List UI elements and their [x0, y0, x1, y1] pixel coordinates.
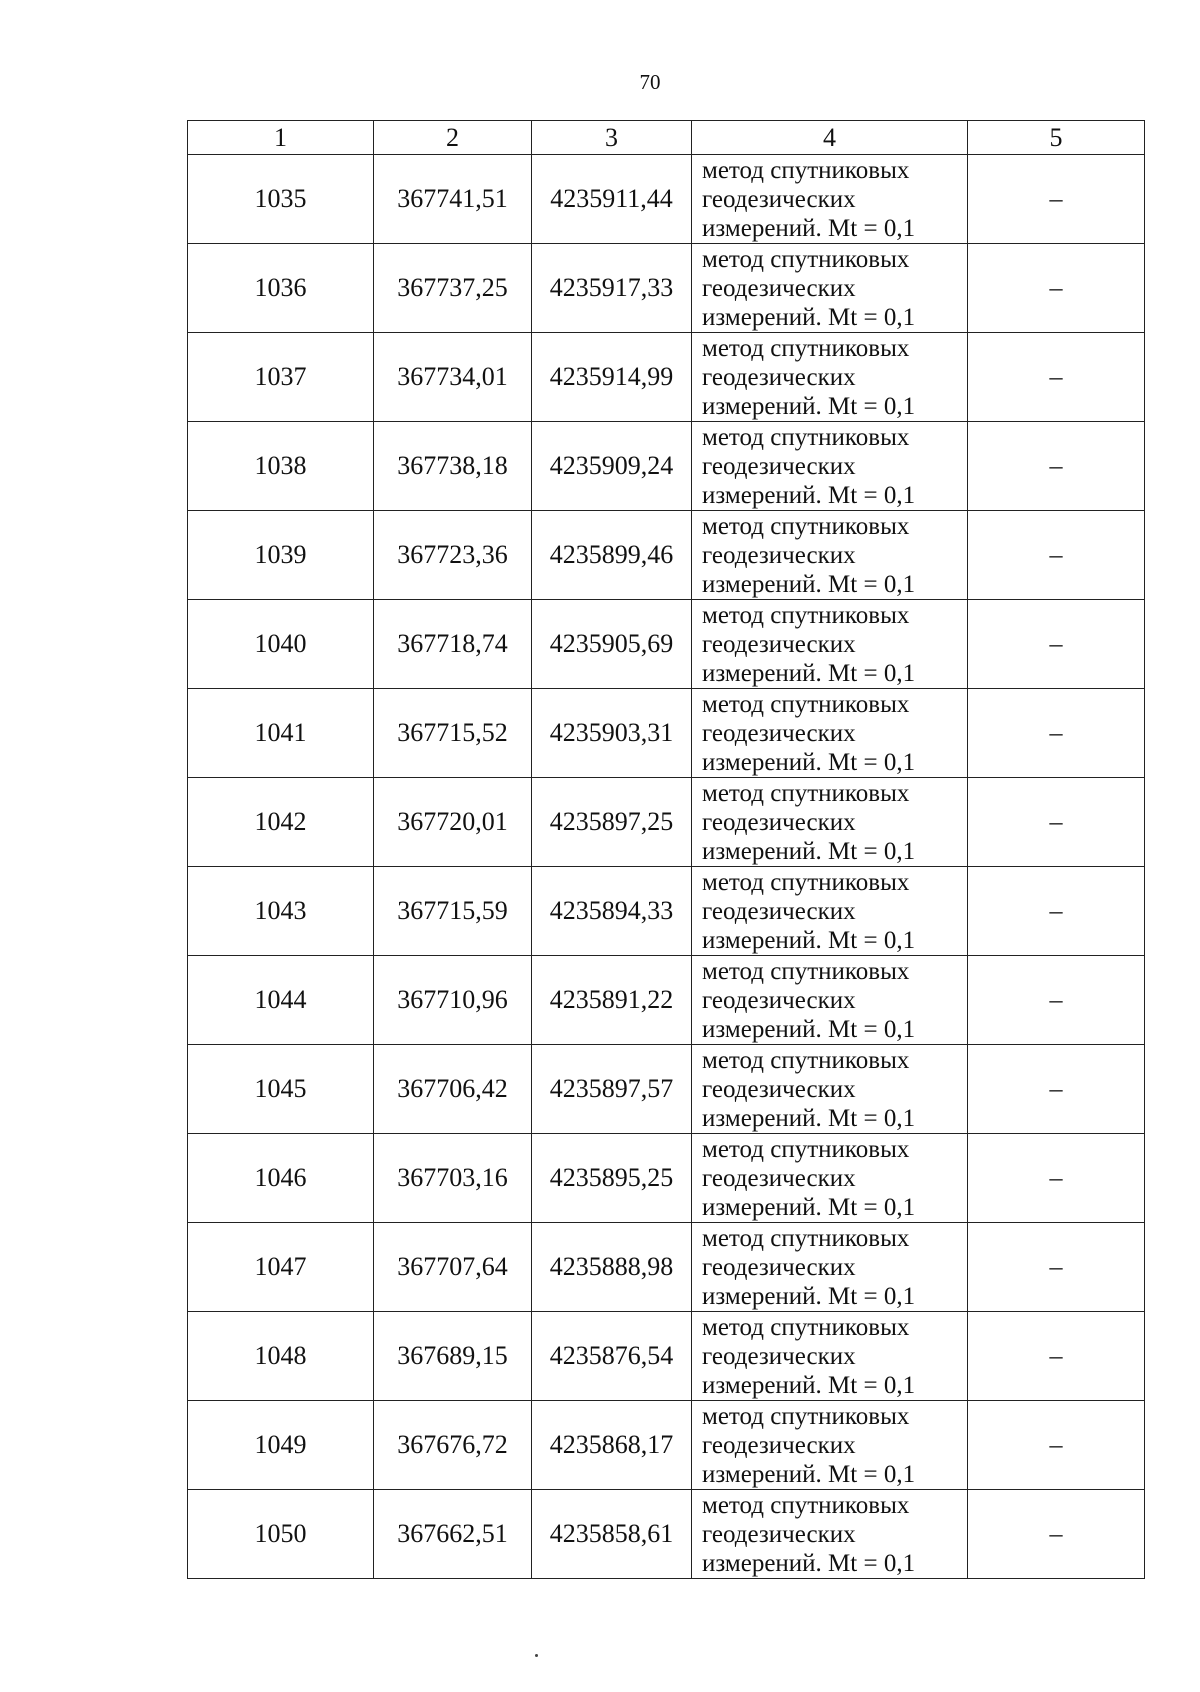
- method-line: геодезических: [702, 719, 856, 747]
- point-number-cell: 1035: [188, 155, 374, 244]
- method-line: измерений. Mt = 0,1: [702, 303, 916, 331]
- method-line: метод спутниковых: [702, 1313, 910, 1341]
- method-line: измерений. Mt = 0,1: [702, 1015, 916, 1043]
- y-coordinate-cell: 4235917,33: [532, 244, 692, 333]
- method-line: измерений. Mt = 0,1: [702, 1282, 916, 1310]
- method-line: метод спутниковых: [702, 423, 910, 451]
- method-line: измерений. Mt = 0,1: [702, 1371, 916, 1399]
- point-number-cell: 1036: [188, 244, 374, 333]
- table-row: [188, 689, 1145, 778]
- note-cell: –: [968, 1134, 1145, 1223]
- method-cell: [692, 956, 968, 1045]
- method-cell: [692, 155, 968, 244]
- table-row: [188, 155, 1145, 244]
- method-line: геодезических: [702, 541, 856, 569]
- x-coordinate-cell: 367741,51: [374, 155, 532, 244]
- table-row: [188, 956, 1145, 1045]
- y-coordinate-cell: 4235903,31: [532, 689, 692, 778]
- method-line: метод спутниковых: [702, 1135, 910, 1163]
- note-cell: –: [968, 1045, 1145, 1134]
- note-cell: –: [968, 778, 1145, 867]
- note-cell: –: [968, 511, 1145, 600]
- method-line: геодезических: [702, 1342, 856, 1370]
- method-line: измерений. Mt = 0,1: [702, 570, 916, 598]
- y-coordinate-cell: 4235909,24: [532, 422, 692, 511]
- table-row: [188, 1401, 1145, 1490]
- header-row: [188, 121, 1145, 155]
- table-row: [188, 600, 1145, 689]
- method-line: геодезических: [702, 185, 856, 213]
- point-number-cell: 1042: [188, 778, 374, 867]
- method-cell: [692, 1045, 968, 1134]
- y-coordinate-cell: 4235905,69: [532, 600, 692, 689]
- method-cell: [692, 244, 968, 333]
- method-line: геодезических: [702, 630, 856, 658]
- y-coordinate-cell: 4235897,25: [532, 778, 692, 867]
- y-coordinate-cell: 4235897,57: [532, 1045, 692, 1134]
- y-coordinate-cell: 4235895,25: [532, 1134, 692, 1223]
- point-number-cell: 1038: [188, 422, 374, 511]
- y-coordinate-cell: 4235894,33: [532, 867, 692, 956]
- table-row: [188, 1490, 1145, 1579]
- method-line: измерений. Mt = 0,1: [702, 392, 916, 420]
- y-coordinate-cell: 4235876,54: [532, 1312, 692, 1401]
- y-coordinate-cell: 4235899,46: [532, 511, 692, 600]
- method-line: измерений. Mt = 0,1: [702, 1549, 916, 1577]
- y-coordinate-cell: 4235911,44: [532, 155, 692, 244]
- y-coordinate-cell: 4235888,98: [532, 1223, 692, 1312]
- table-row: [188, 511, 1145, 600]
- point-number-cell: 1041: [188, 689, 374, 778]
- note-cell: –: [968, 600, 1145, 689]
- point-number-cell: 1039: [188, 511, 374, 600]
- method-line: геодезических: [702, 897, 856, 925]
- x-coordinate-cell: 367710,96: [374, 956, 532, 1045]
- method-line: метод спутниковых: [702, 156, 910, 184]
- x-coordinate-cell: 367715,52: [374, 689, 532, 778]
- point-number-cell: 1050: [188, 1490, 374, 1579]
- method-line: измерений. Mt = 0,1: [702, 1193, 916, 1221]
- y-coordinate-cell: 4235914,99: [532, 333, 692, 422]
- method-cell: [692, 1401, 968, 1490]
- method-line: измерений. Mt = 0,1: [702, 659, 916, 687]
- method-line: метод спутниковых: [702, 245, 910, 273]
- table-row: [188, 867, 1145, 956]
- column-header-2: 2: [374, 121, 532, 155]
- method-line: геодезических: [702, 1164, 856, 1192]
- x-coordinate-cell: 367706,42: [374, 1045, 532, 1134]
- point-number-cell: 1037: [188, 333, 374, 422]
- x-coordinate-cell: 367707,64: [374, 1223, 532, 1312]
- note-cell: –: [968, 244, 1145, 333]
- table-row: [188, 1045, 1145, 1134]
- method-cell: [692, 689, 968, 778]
- method-line: метод спутниковых: [702, 868, 910, 896]
- method-line: геодезических: [702, 1253, 856, 1281]
- column-header-3: 3: [532, 121, 692, 155]
- table-row: [188, 1134, 1145, 1223]
- method-cell: [692, 1223, 968, 1312]
- table-row: [188, 1312, 1145, 1401]
- x-coordinate-cell: 367718,74: [374, 600, 532, 689]
- point-number-cell: 1047: [188, 1223, 374, 1312]
- method-line: метод спутниковых: [702, 1402, 910, 1430]
- method-line: геодезических: [702, 1520, 856, 1548]
- point-number-cell: 1040: [188, 600, 374, 689]
- method-cell: [692, 1490, 968, 1579]
- coordinates-table: [187, 120, 1145, 1579]
- method-cell: [692, 1312, 968, 1401]
- note-cell: –: [968, 1490, 1145, 1579]
- method-line: измерений. Mt = 0,1: [702, 214, 916, 242]
- x-coordinate-cell: 367737,25: [374, 244, 532, 333]
- method-cell: [692, 422, 968, 511]
- x-coordinate-cell: 367738,18: [374, 422, 532, 511]
- note-cell: –: [968, 333, 1145, 422]
- method-line: измерений. Mt = 0,1: [702, 481, 916, 509]
- point-number-cell: 1049: [188, 1401, 374, 1490]
- method-line: измерений. Mt = 0,1: [702, 748, 916, 776]
- note-cell: –: [968, 956, 1145, 1045]
- x-coordinate-cell: 367734,01: [374, 333, 532, 422]
- method-line: метод спутниковых: [702, 334, 910, 362]
- method-cell: [692, 333, 968, 422]
- method-cell: [692, 600, 968, 689]
- method-line: измерений. Mt = 0,1: [702, 926, 916, 954]
- method-cell: [692, 778, 968, 867]
- method-line: геодезических: [702, 808, 856, 836]
- note-cell: –: [968, 867, 1145, 956]
- method-line: метод спутниковых: [702, 690, 910, 718]
- table-row: [188, 244, 1145, 333]
- page-number: 70: [639, 70, 661, 94]
- point-number-cell: 1046: [188, 1134, 374, 1223]
- column-header-1: 1: [188, 121, 374, 155]
- method-line: метод спутниковых: [702, 957, 910, 985]
- method-line: измерений. Mt = 0,1: [702, 1104, 916, 1132]
- y-coordinate-cell: 4235868,17: [532, 1401, 692, 1490]
- x-coordinate-cell: 367720,01: [374, 778, 532, 867]
- x-coordinate-cell: 367689,15: [374, 1312, 532, 1401]
- method-line: метод спутниковых: [702, 512, 910, 540]
- x-coordinate-cell: 367723,36: [374, 511, 532, 600]
- point-number-cell: 1044: [188, 956, 374, 1045]
- method-line: метод спутниковых: [702, 1224, 910, 1252]
- method-line: метод спутниковых: [702, 1491, 910, 1519]
- method-line: геодезических: [702, 274, 856, 302]
- note-cell: –: [968, 1401, 1145, 1490]
- stray-dot: [535, 1654, 538, 1657]
- note-cell: –: [968, 1312, 1145, 1401]
- method-line: геодезических: [702, 452, 856, 480]
- column-header-5: 5: [968, 121, 1145, 155]
- point-number-cell: 1048: [188, 1312, 374, 1401]
- method-cell: [692, 511, 968, 600]
- column-header-4: 4: [692, 121, 968, 155]
- point-number-cell: 1045: [188, 1045, 374, 1134]
- table-row: [188, 778, 1145, 867]
- method-line: метод спутниковых: [702, 601, 910, 629]
- y-coordinate-cell: 4235858,61: [532, 1490, 692, 1579]
- y-coordinate-cell: 4235891,22: [532, 956, 692, 1045]
- note-cell: –: [968, 422, 1145, 511]
- table-row: [188, 333, 1145, 422]
- note-cell: –: [968, 155, 1145, 244]
- method-line: измерений. Mt = 0,1: [702, 1460, 916, 1488]
- method-line: измерений. Mt = 0,1: [702, 837, 916, 865]
- method-line: метод спутниковых: [702, 1046, 910, 1074]
- x-coordinate-cell: 367676,72: [374, 1401, 532, 1490]
- x-coordinate-cell: 367703,16: [374, 1134, 532, 1223]
- method-cell: [692, 867, 968, 956]
- table-row: [188, 422, 1145, 511]
- method-cell: [692, 1134, 968, 1223]
- method-line: геодезических: [702, 986, 856, 1014]
- x-coordinate-cell: 367662,51: [374, 1490, 532, 1579]
- method-line: геодезических: [702, 1431, 856, 1459]
- x-coordinate-cell: 367715,59: [374, 867, 532, 956]
- method-line: геодезических: [702, 1075, 856, 1103]
- table-body: [188, 155, 1145, 1579]
- table-row: [188, 1223, 1145, 1312]
- point-number-cell: 1043: [188, 867, 374, 956]
- method-line: метод спутниковых: [702, 779, 910, 807]
- method-line: геодезических: [702, 363, 856, 391]
- note-cell: –: [968, 689, 1145, 778]
- note-cell: –: [968, 1223, 1145, 1312]
